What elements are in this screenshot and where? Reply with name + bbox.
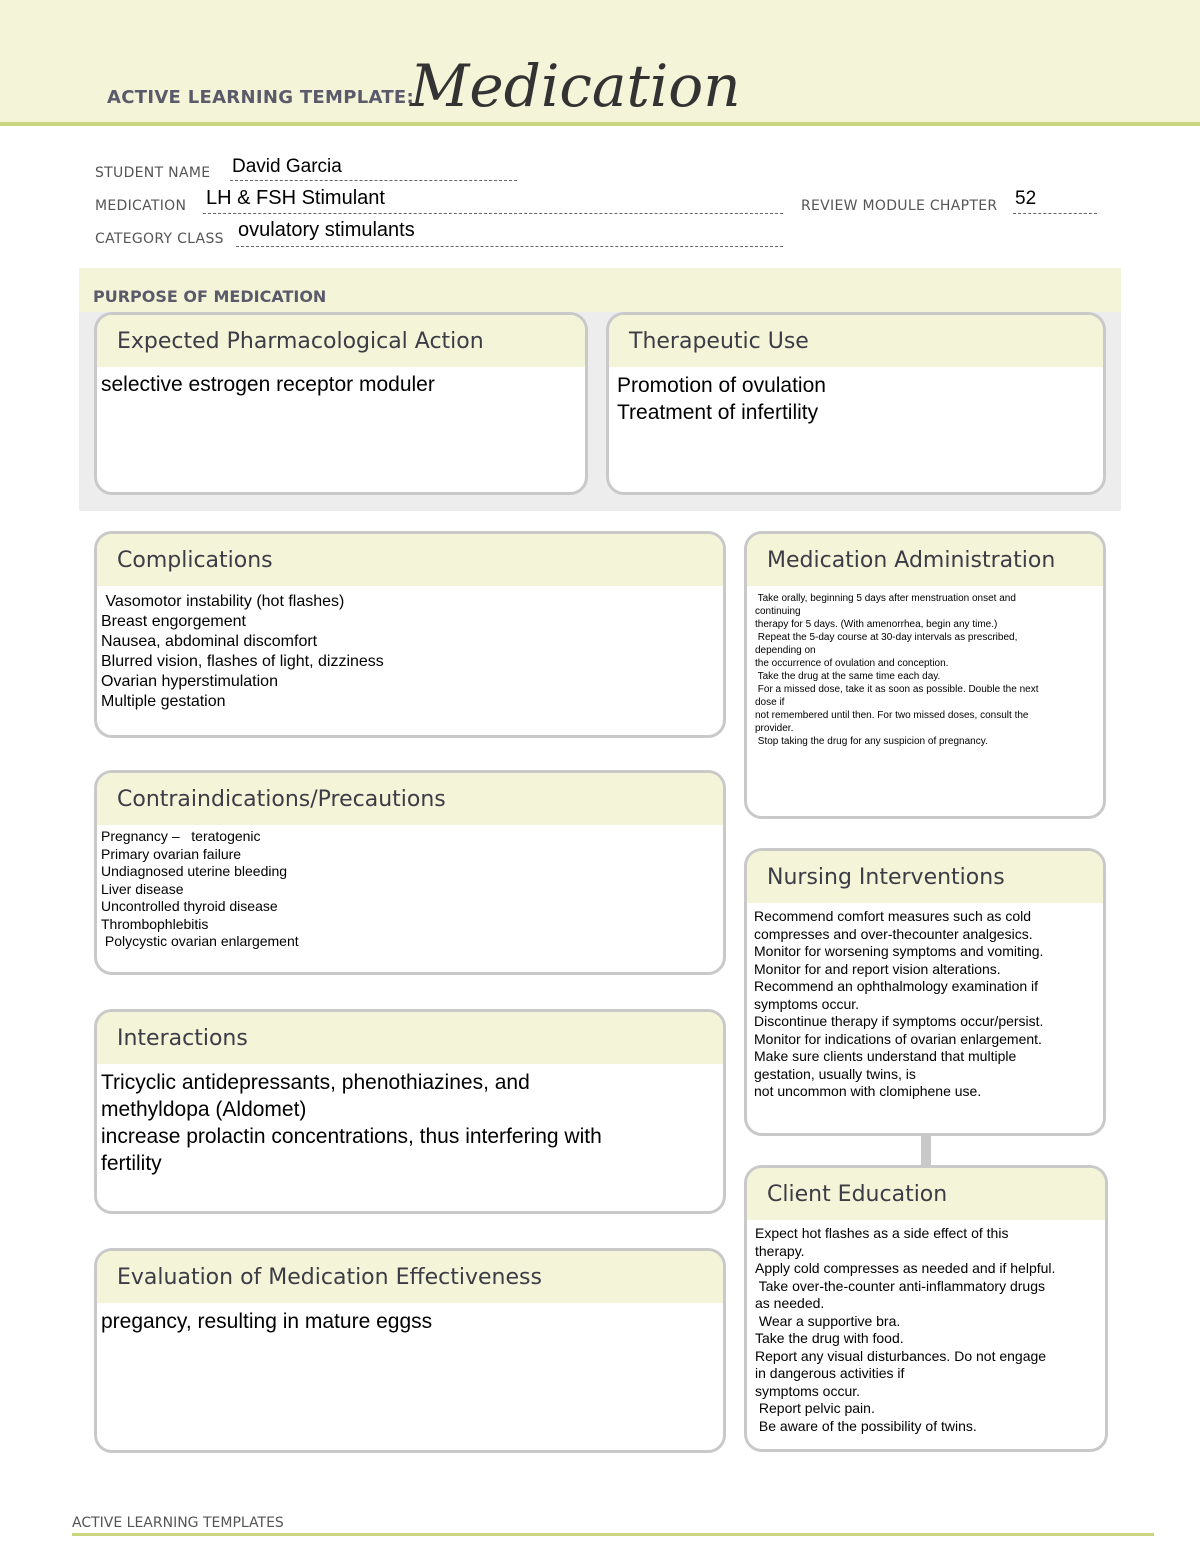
client-education-line: Report pelvic pain. [755,1400,875,1416]
category-class-label: CATEGORY CLASS [95,231,224,247]
complications-line: Vasomotor instability (hot flashes) [101,593,345,610]
nursing-interventions-title: Nursing Interventions [767,865,1005,890]
client-education-line: Be aware of the possibility of twins. [755,1417,977,1434]
medication-administration-line: not remembered until then. For two missed doses, consult the [755,710,1029,721]
client-education-title: Client Education [767,1182,948,1207]
complications-line: Blurred vision, flashes of light, dizziness [101,653,384,670]
footer-label: ACTIVE LEARNING TEMPLATES [72,1515,284,1531]
interactions-title: Interactions [117,1026,248,1051]
medication-administration-line: depending on [755,645,816,656]
complications-box[interactable] [94,531,726,738]
category-class-field[interactable]: ovulatory stimulants [238,219,415,241]
interactions-box[interactable] [94,1009,726,1214]
therapeutic-use-body [609,367,1103,426]
client-education-body [747,1220,1105,1435]
evaluation-title: Evaluation of Medication Effectiveness [117,1265,542,1290]
expected-action-title: Expected Pharmacological Action [117,329,484,354]
category-class-line [236,246,783,247]
therapeutic-use-line: Treatment of infertility [617,401,819,424]
footer-rule [72,1533,1154,1536]
complications-title: Complications [117,548,273,573]
complications-line: Breast engorgement [101,613,246,630]
medication-administration-line: For a missed dose, take it as soon as possible. Double the next [755,684,1039,695]
expected-action-line: selective estrogen receptor moduler [101,373,435,396]
evaluation-box[interactable] [94,1248,726,1453]
client-education-header [747,1168,1105,1220]
therapeutic-use-line: Promotion of ovulation [617,374,826,397]
student-name-line [230,180,517,181]
expected-action-header [97,315,585,367]
contraindications-box[interactable] [94,770,726,975]
medication-administration-title: Medication Administration [767,548,1056,573]
complications-line: Multiple gestation [101,693,226,710]
contraindications-line: Liver disease [101,880,184,897]
interactions-header [97,1012,723,1064]
nursing-interventions-line: Discontinue therapy if symptoms occur/persist. [754,1013,1044,1029]
contraindications-title: Contraindications/Precautions [117,787,446,812]
medication-administration-line: Repeat the 5-day course at 30-day intervals as prescribed, [755,632,1018,643]
medication-administration-line: dose if [755,697,785,708]
medication-label: MEDICATION [95,198,187,214]
client-education-line: therapy. [755,1242,805,1259]
contraindications-line: Undiagnosed uterine bleeding [101,863,288,879]
nursing-interventions-line: not uncommon with clomiphene use. [754,1083,982,1099]
nursing-interventions-line: symptoms occur. [754,995,860,1012]
nursing-interventions-line: Recommend an ophthalmology examination if [754,978,1039,994]
header-rule [0,122,1200,126]
contraindications-body [97,825,723,951]
student-name-label: STUDENT NAME [95,165,211,181]
nursing-interventions-line: Make sure clients understand that multiple [754,1048,1017,1064]
contraindications-line: Pregnancy – teratogenic [101,828,261,844]
therapeutic-use-header [609,315,1103,367]
nursing-interventions-line: Monitor for and report vision alterations. [754,960,1001,977]
purpose-label: PURPOSE OF MEDICATION [93,287,327,306]
contraindications-line: Uncontrolled thyroid disease [101,898,278,914]
client-education-box[interactable] [744,1165,1108,1452]
expected-action-box[interactable] [94,312,588,495]
nursing-interventions-body [747,903,1103,1101]
nursing-interventions-line: Recommend comfort measures such as cold [754,908,1031,924]
medication-field[interactable]: LH & FSH Stimulant [206,187,385,209]
client-education-line: Report any visual disturbances. Do not engage [755,1347,1047,1364]
template-label: ACTIVE LEARNING TEMPLATE: [107,87,414,108]
medication-line [203,213,783,214]
contraindications-line: Primary ovarian failure [101,845,242,862]
complications-body [97,586,723,712]
interactions-line: increase prolactin concentrations, thus interfering with [101,1125,602,1148]
evaluation-header [97,1251,723,1303]
client-education-line: Wear a supportive bra. [755,1312,901,1329]
review-module-label: REVIEW MODULE CHAPTER [801,198,998,214]
client-education-line: symptoms occur. [755,1382,861,1399]
interactions-line: fertility [101,1152,162,1175]
evaluation-line: pregancy, resulting in mature eggss [101,1310,433,1333]
medication-administration-line: Stop taking the drug for any suspicion of pregnancy. [755,736,988,747]
complications-header [97,534,723,586]
client-education-line: Apply cold compresses as needed and if helpful. [755,1260,1056,1276]
contraindications-line: Thrombophlebitis [101,915,209,932]
client-education-line: Take over-the-counter anti-inflammatory drugs [755,1277,1045,1294]
client-education-line: Take the drug with food. [755,1330,904,1346]
nursing-interventions-line: Monitor for worsening symptoms and vomiting. [754,943,1044,959]
medication-administration-line: the occurrence of ovulation and conception. [755,658,949,669]
interactions-line: methyldopa (Aldomet) [101,1098,307,1121]
evaluation-body [97,1303,723,1335]
expected-action-body [97,367,585,398]
medication-administration-header [747,534,1103,586]
complications-line: Nausea, abdominal discomfort [101,633,318,650]
nursing-interventions-box[interactable] [744,848,1106,1136]
medication-administration-line: continuing [755,606,801,617]
nursing-interventions-line: Monitor for indications of ovarian enlargement. [754,1030,1042,1047]
medication-administration-line: Take orally, beginning 5 days after menstruation onset and [755,593,1016,604]
medication-administration-line: therapy for 5 days. (With amenorrhea, begin any time.) [755,619,998,630]
interactions-body [97,1064,723,1177]
review-module-line [1013,213,1097,214]
client-education-line: in dangerous activities if [755,1365,905,1381]
nursing-interventions-header [747,851,1103,903]
client-education-line: Expect hot flashes as a side effect of this [755,1225,1009,1241]
page-title: Medication [410,52,741,120]
box-connector [921,1136,931,1166]
nursing-interventions-line: compresses and over-thecounter analgesics. [754,925,1033,942]
contraindications-line: Polycystic ovarian enlargement [101,933,299,949]
complications-line: Ovarian hyperstimulation [101,673,278,690]
therapeutic-use-box[interactable] [606,312,1106,495]
contraindications-header [97,773,723,825]
medication-administration-line: provider. [755,723,794,734]
client-education-line: as needed. [755,1295,825,1311]
review-module-field[interactable]: 52 [1015,188,1037,209]
medication-administration-line: Take the drug at the same time each day. [755,671,941,682]
interactions-line: Tricyclic antidepressants, phenothiazines, and [101,1071,530,1094]
nursing-interventions-line: gestation, usually twins, is [754,1065,916,1082]
therapeutic-use-title: Therapeutic Use [629,329,809,354]
student-name-field[interactable]: David Garcia [232,156,342,177]
medication-administration-box[interactable] [744,531,1106,819]
medication-administration-body [747,586,1103,748]
